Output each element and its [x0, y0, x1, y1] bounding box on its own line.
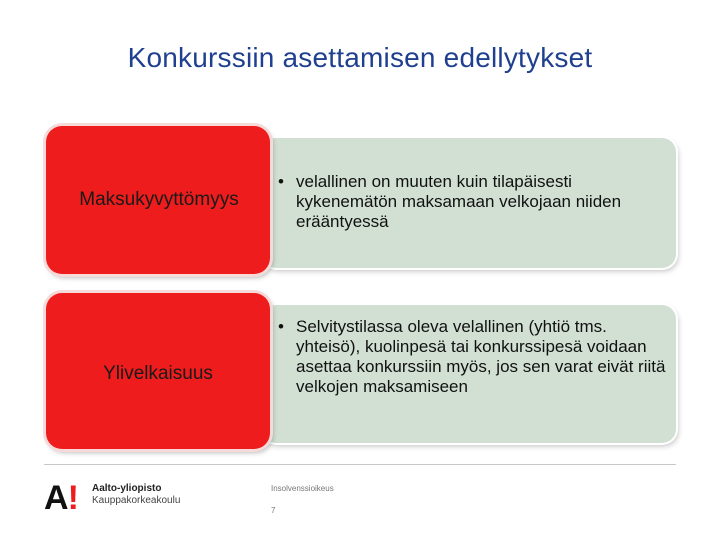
condition-row-overindebtedness — [0, 293, 720, 449]
condition-description: • Selvitystilassa oleva velallinen (yhtiö tms. yhteisö), kuolinpesä tai konkurssipesä voidaan asettaa konkurssiin myös, jos sen varat eivät riitä velkojen maksamiseen — [278, 317, 672, 397]
logo-exclamation: ! — [67, 479, 78, 517]
page-number: 7 — [271, 506, 276, 515]
logo-mark — [44, 480, 78, 516]
logo-school-name: Kauppakorkeakoulu — [92, 495, 181, 506]
condition-label: Maksukyvyttömyys — [79, 189, 239, 210]
condition-label: Ylivelkaisuus — [103, 363, 213, 384]
logo-letter: A — [44, 479, 68, 517]
aalto-logo — [44, 478, 204, 518]
condition-label-box — [46, 293, 270, 449]
footer-course-name: Insolvenssioikeus — [271, 484, 334, 493]
condition-label-box — [46, 126, 270, 274]
condition-row-insolvency — [0, 126, 720, 274]
footer-divider — [44, 464, 676, 465]
slide-title: Konkurssiin asettamisen edellytykset — [127, 42, 593, 73]
logo-university-name: Aalto-yliopisto — [92, 483, 162, 494]
condition-description: • velallinen on muuten kuin tilapäisesti kykenemätön maksamaan velkojaan niiden erääntyessä — [278, 172, 672, 232]
